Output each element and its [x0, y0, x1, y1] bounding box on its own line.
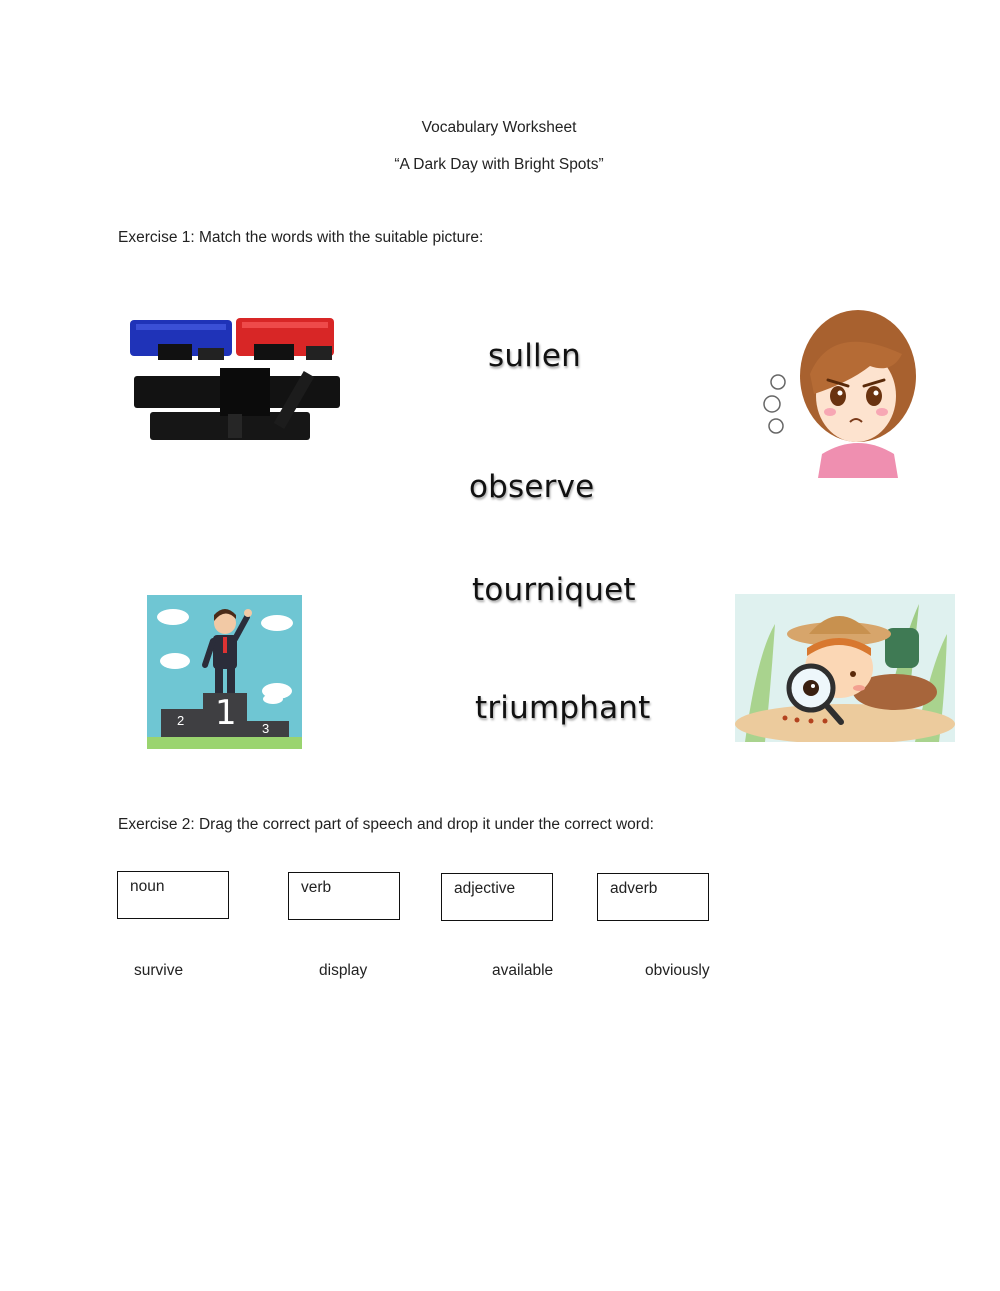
target-word-obviously[interactable]: obviously [645, 962, 710, 979]
sullen-girl-picture[interactable] [752, 304, 924, 478]
exercise-2-instruction: Exercise 2: Drag the correct part of speech and drop it under the correct word: [118, 816, 654, 833]
pos-tile-adjective[interactable]: adjective [441, 873, 553, 921]
boy-magnifier-picture[interactable] [735, 594, 955, 742]
worksheet-subtitle: “A Dark Day with Bright Spots” [394, 156, 604, 173]
word-observe[interactable]: observe [469, 469, 595, 505]
tourniquet-picture[interactable] [128, 314, 344, 444]
pos-tile-noun[interactable]: noun [117, 871, 229, 919]
pos-tile-adverb[interactable]: adverb [597, 873, 709, 921]
word-tourniquet[interactable]: tourniquet [472, 572, 636, 608]
target-word-survive[interactable]: survive [134, 962, 184, 979]
winner-podium-picture[interactable] [147, 595, 302, 749]
podium-number-third: 3 [262, 721, 270, 736]
pos-tile-verb[interactable]: verb [288, 872, 400, 920]
target-word-available[interactable]: available [492, 962, 554, 979]
exercise-1-instruction: Exercise 1: Match the words with the suitable picture: [118, 229, 484, 246]
word-triumphant[interactable]: triumphant [475, 690, 651, 726]
podium-number-second: 2 [177, 713, 185, 728]
worksheet-title: Vocabulary Worksheet [421, 119, 577, 136]
word-sullen[interactable]: sullen [488, 338, 581, 374]
podium-number-first: 1 [215, 693, 237, 733]
target-word-display[interactable]: display [319, 962, 368, 979]
